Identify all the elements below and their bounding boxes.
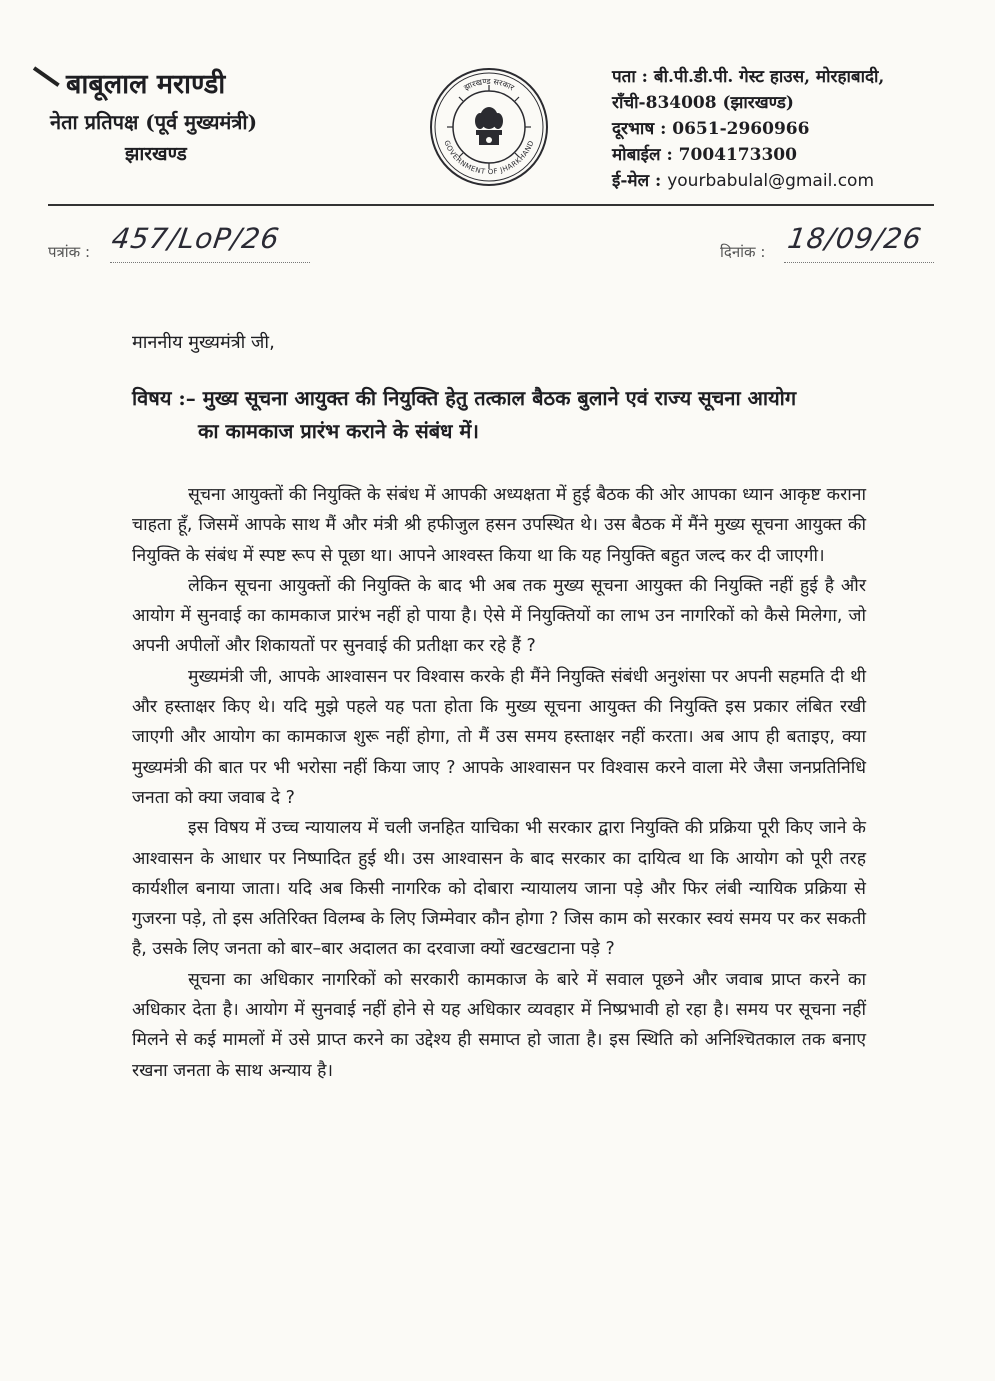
- salutation: माननीय मुख्यमंत्री जी,: [132, 332, 275, 353]
- reference-number: 457/LoP/26: [109, 222, 282, 255]
- letterhead-designation: नेता प्रतिपक्ष (पूर्व मुख्यमंत्री): [50, 110, 258, 134]
- emblem-top-text: झारखण्ड सरकार: [462, 76, 516, 93]
- reference-dotted-line: [110, 262, 310, 263]
- letterhead-name: बाबूलाल मराण्डी: [66, 69, 226, 100]
- subject-line-2: का कामकाज प्रारंभ कराने के संबंध में।: [198, 419, 479, 443]
- email-row: [612, 168, 884, 194]
- address-line-1: पता : बी.पी.डी.पी. गेस्ट हाउस, मोरहाबादी,: [612, 67, 885, 87]
- contact-block: [612, 64, 884, 194]
- mobile-number: मोबाईल : 7004173300: [612, 145, 797, 165]
- body-paragraph: मुख्यमंत्री जी, आपके आश्वासन पर विश्वास करके ही मैंने नियुक्ति संबंधी अनुशंसा पर अपनी सहमति दी थी और हस्ताक्षर किए थे। यदि मुझे पहले यह पता होता कि मुख्य सूचना आयुक्त की नियुक्ति इस प्रकार लंबित रखी जाएगी और आयोग का कामकाज शुरू नहीं होगा, तो मैं उस समय हस्ताक्षर नहीं करता। अब आप ही बताइए, क्या मुख्यमंत्री की बात पर भी भरोसा नहीं किया जाए ? आपके आश्वासन पर विश्वास करने वाला मेरे जैसा जनप्रतिनिधि जनता को क्या जवाब दे ?: [132, 666, 866, 808]
- body-paragraph: इस विषय में उच्च न्यायालय में चली जनहित याचिका भी सरकार द्वारा नियुक्ति की प्रक्रिया पूरी किए जाने के आश्वासन के आधार पर निष्पादित हुई थी। उस आश्वासन के बाद सरकार का दायित्व था कि आयोग को पूरी तरह कार्यशील बनाया जाता। यदि अब किसी नागरिक को दोबारा न्यायालय जाना पड़े और फिर लंबी न्यायिक प्रक्रिया से गुजरना पड़े, तो इस अतिरिक्त विलम्ब के लिए जिम्मेवार कौन होगा ? जिस काम को सरकार स्वयं समय पर कर सकती है, उसके लिए जनता को बार–बार अदालत का दरवाजा क्यों खटखटाना पड़े ?: [132, 818, 866, 960]
- email-label: ई-मेल :: [612, 171, 668, 191]
- government-emblem-icon: [428, 66, 550, 188]
- letter-body: [132, 480, 866, 1086]
- subject-line-1: विषय :– मुख्य सूचना आयुक्त की नियुक्ति हेतु तत्काल बैठक बुलाने एवं राज्य सूचना आयोग: [132, 386, 797, 410]
- letterhead-state: झारखण्ड: [125, 143, 187, 165]
- date-label: दिनांक :: [720, 243, 766, 261]
- body-paragraph: सूचना का अधिकार नागरिकों को सरकारी कामकाज के बारे में सवाल पूछने और जवाब प्राप्त करने का अधिकार देता है। आयोग में सुनवाई नहीं होने से यह अधिकार व्यवहार में निष्प्रभावी हो रहा है। समय पर सूचना नहीं मिलने से कई मामलों में उसे प्राप्त करने का उद्देश्य ही समाप्त हो जाता है। इस स्थिति को अनिश्चितकाल तक बनाए रखना जनता के साथ अन्याय है।: [132, 969, 866, 1081]
- reference-label: पत्रांक :: [48, 243, 91, 261]
- date-dotted-line: [784, 262, 934, 263]
- email-address: yourbabulal@gmail.com: [667, 171, 875, 191]
- body-paragraph: लेकिन सूचना आयुक्तों की नियुक्ति के बाद भी अब तक मुख्य सूचना आयुक्त की नियुक्ति नहीं हुई है और आयोग में सुनवाई का कामकाज प्रारंभ नहीं हो पाया है। ऐसे में नियुक्तियों का लाभ उन नागरिकों को कैसे मिलेगा, जो अपनी अपीलों और शिकायतों पर सुनवाई की प्रतीक्षा कर रहे हैं ?: [132, 575, 866, 657]
- date-value: 18/09/26: [785, 222, 925, 255]
- address-line-2: राँची-834008 (झारखण्ड): [612, 93, 794, 113]
- phone-number: दूरभाष : 0651-2960966: [612, 119, 810, 139]
- body-paragraph: सूचना आयुक्तों की नियुक्ति के संबंध में आपकी अध्यक्षता में हुई बैठक की ओर आपका ध्यान आकृष्ट कराना चाहता हूँ, जिसमें आपके साथ मैं और मंत्री श्री हफीजुल हसन उपस्थित थे। उस बैठक में मैंने मुख्य सूचना आयुक्त की नियुक्ति के संबंध में स्पष्ट रूप से पूछा था। आपने आश्वस्त किया था कि यह नियुक्ति बहुत जल्द कर दी जाएगी।: [132, 485, 866, 566]
- name-slash-mark: [33, 66, 60, 86]
- emblem-bottom-text: GOVERNMENT OF JHARKHAND: [442, 139, 536, 177]
- header-divider: [48, 204, 934, 206]
- subject: [132, 382, 902, 448]
